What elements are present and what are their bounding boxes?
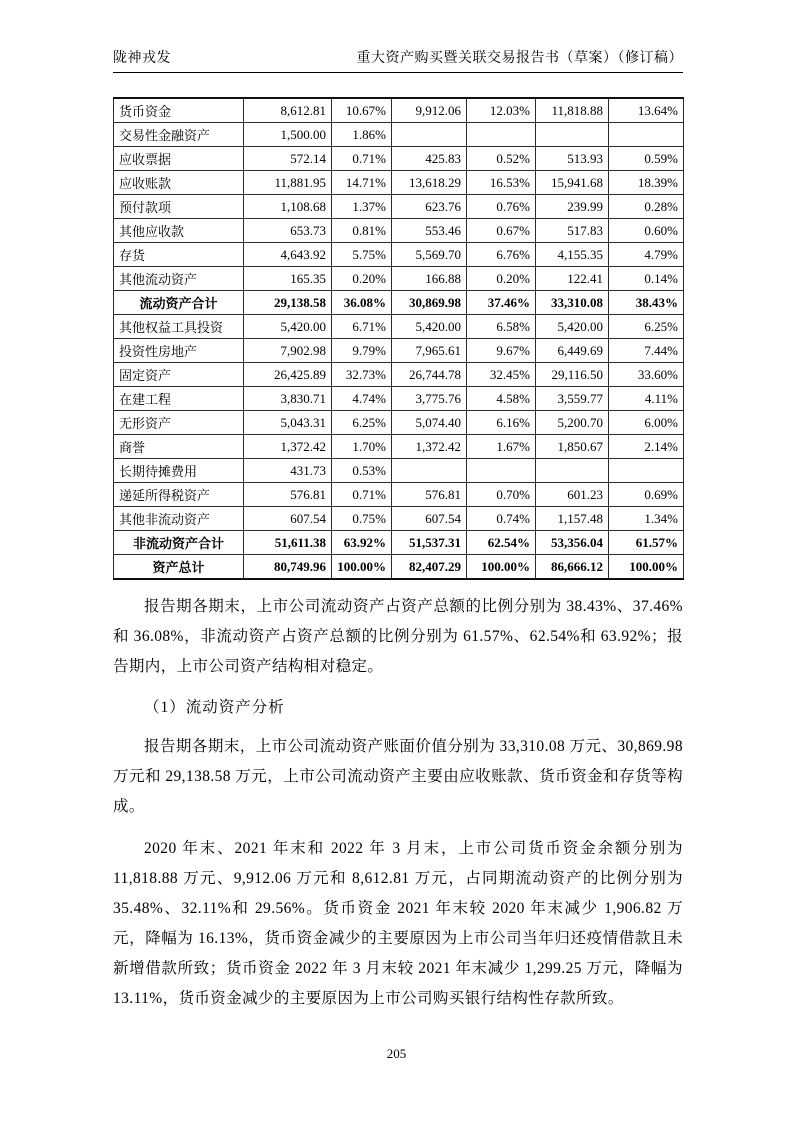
row-value: 0.14% — [609, 267, 684, 291]
paragraph-monetary-funds: 2020 年末、2021 年末和 2022 年 3 月末，上市公司货币资金余额分别为 11,818.88 万元、9,912.06 万元和 8,612.81 万元，占同期流动资产的比例分别为 35.48%、32.11%和 29.56%。货币资金 2021 年末较 2020 年末减少 1,906.82 万元，降幅为 16.13%，货币资金减少的主要原因为上市公司当年归还疫情借款且未新增借款所致；货币资金 2022 年 3 月末较 2021 年末减少 1,299.25 万元，降幅为 13.11%，货币资金减少的主要原因为上市公司购买银行结构性存款所致。 — [113, 840, 683, 1007]
row-label: 应收账款 — [114, 171, 244, 195]
row-value: 601.23 — [536, 483, 609, 507]
row-value: 13,618.29 — [392, 171, 467, 195]
row-value: 29,138.58 — [244, 291, 332, 315]
row-value: 0.28% — [609, 195, 684, 219]
row-value: 32.45% — [467, 363, 536, 387]
row-value: 30,869.98 — [392, 291, 467, 315]
row-value: 32.73% — [332, 363, 392, 387]
row-value: 122.41 — [536, 267, 609, 291]
row-value: 0.74% — [467, 507, 536, 531]
row-value: 0.71% — [332, 147, 392, 171]
row-value: 2.14% — [609, 435, 684, 459]
table-row — [114, 339, 684, 363]
row-value: 9.67% — [467, 339, 536, 363]
table-row — [114, 315, 684, 339]
row-value: 5,420.00 — [536, 315, 609, 339]
row-value: 4,643.92 — [244, 243, 332, 267]
row-value: 29,116.50 — [536, 363, 609, 387]
row-value: 86,666.12 — [536, 555, 609, 580]
table-row — [114, 459, 684, 483]
table-row — [114, 171, 684, 195]
row-value: 6.00% — [609, 411, 684, 435]
row-value: 0.76% — [467, 195, 536, 219]
row-value: 0.67% — [467, 219, 536, 243]
row-value: 623.76 — [392, 195, 467, 219]
row-value: 26,744.78 — [392, 363, 467, 387]
table-row — [114, 98, 684, 123]
table-row — [114, 123, 684, 147]
row-value — [467, 123, 536, 147]
row-value: 38.43% — [609, 291, 684, 315]
row-value: 51,537.31 — [392, 531, 467, 555]
row-value: 4.11% — [609, 387, 684, 411]
row-label: 非流动资产合计 — [114, 531, 244, 555]
row-value: 37.46% — [467, 291, 536, 315]
row-value: 4.74% — [332, 387, 392, 411]
table-row — [114, 531, 684, 555]
row-label: 流动资产合计 — [114, 291, 244, 315]
row-value: 4,155.35 — [536, 243, 609, 267]
row-label: 交易性金融资产 — [114, 123, 244, 147]
row-value: 15,941.68 — [536, 171, 609, 195]
row-value: 6.76% — [467, 243, 536, 267]
row-value: 11,881.95 — [244, 171, 332, 195]
row-value: 62.54% — [467, 531, 536, 555]
row-value: 0.71% — [332, 483, 392, 507]
row-value: 517.83 — [536, 219, 609, 243]
row-label: 应收票据 — [114, 147, 244, 171]
paragraph-current-assets: 报告期各期末，上市公司流动资产账面价值分别为 33,310.08 万元、30,869.98 万元和 29,138.58 万元，上市公司流动资产主要由应收账款、货币资金和存货等构成。 — [113, 738, 683, 815]
table-row — [114, 507, 684, 531]
row-value: 166.88 — [392, 267, 467, 291]
table-row — [114, 243, 684, 267]
row-value: 653.73 — [244, 219, 332, 243]
row-value: 1.70% — [332, 435, 392, 459]
row-value: 6.58% — [467, 315, 536, 339]
row-value: 0.52% — [467, 147, 536, 171]
table-row — [114, 363, 684, 387]
row-value: 1,108.68 — [244, 195, 332, 219]
row-value: 5,569.70 — [392, 243, 467, 267]
table-row — [114, 267, 684, 291]
row-value: 5,043.31 — [244, 411, 332, 435]
row-value: 0.60% — [609, 219, 684, 243]
table-row — [114, 387, 684, 411]
row-value: 0.70% — [467, 483, 536, 507]
row-value — [536, 459, 609, 483]
row-value: 607.54 — [392, 507, 467, 531]
header-right-title: 重大资产购买暨关联交易报告书（草案）（修订稿） — [356, 51, 683, 66]
row-value: 5,200.70 — [536, 411, 609, 435]
row-value — [467, 459, 536, 483]
header-left-title: 陇神戎发 — [113, 51, 171, 66]
row-label: 无形资产 — [114, 411, 244, 435]
page-number: 205 — [386, 1046, 407, 1061]
row-value: 5.75% — [332, 243, 392, 267]
row-value: 0.81% — [332, 219, 392, 243]
row-value: 425.83 — [392, 147, 467, 171]
row-value: 8,612.81 — [244, 98, 332, 123]
row-value: 0.20% — [332, 267, 392, 291]
row-value: 5,420.00 — [392, 315, 467, 339]
row-value — [609, 459, 684, 483]
table-row — [114, 147, 684, 171]
row-value: 100.00% — [332, 555, 392, 580]
row-value: 33,310.08 — [536, 291, 609, 315]
row-value: 9,912.06 — [392, 98, 467, 123]
row-value: 26,425.89 — [244, 363, 332, 387]
row-value: 6.25% — [332, 411, 392, 435]
row-label: 预付款项 — [114, 195, 244, 219]
row-value: 0.75% — [332, 507, 392, 531]
row-value: 513.93 — [536, 147, 609, 171]
row-value: 1.86% — [332, 123, 392, 147]
paragraph-asset-structure: 报告期各期末，上市公司流动资产占资产总额的比例分别为 38.43%、37.46% 和 36.08%，非流动资产占资产总额的比例分别为 61.57%、62.54%和 63.92%；报告期内，上市公司资产结构相对稳定。 — [113, 598, 683, 675]
assets-structure-table — [113, 97, 684, 580]
row-value: 7,902.98 — [244, 339, 332, 363]
row-value: 14.71% — [332, 171, 392, 195]
row-value: 1,850.67 — [536, 435, 609, 459]
row-label: 其他权益工具投资 — [114, 315, 244, 339]
row-value: 6.16% — [467, 411, 536, 435]
table-row — [114, 411, 684, 435]
row-value: 10.67% — [332, 98, 392, 123]
row-value: 0.20% — [467, 267, 536, 291]
row-value — [392, 459, 467, 483]
row-value: 80,749.96 — [244, 555, 332, 580]
row-value: 100.00% — [467, 555, 536, 580]
row-value — [392, 123, 467, 147]
row-value: 9.79% — [332, 339, 392, 363]
row-value: 0.69% — [609, 483, 684, 507]
row-label: 投资性房地产 — [114, 339, 244, 363]
row-label: 其他流动资产 — [114, 267, 244, 291]
row-value: 7,965.61 — [392, 339, 467, 363]
row-value: 3,830.71 — [244, 387, 332, 411]
row-label: 递延所得税资产 — [114, 483, 244, 507]
row-value — [609, 123, 684, 147]
row-value: 6,449.69 — [536, 339, 609, 363]
row-label: 存货 — [114, 243, 244, 267]
row-value: 3,775.76 — [392, 387, 467, 411]
row-value: 3,559.77 — [536, 387, 609, 411]
row-value: 239.99 — [536, 195, 609, 219]
row-label: 商誉 — [114, 435, 244, 459]
row-label: 在建工程 — [114, 387, 244, 411]
table-row — [114, 291, 684, 315]
row-value: 51,611.38 — [244, 531, 332, 555]
row-value: 1,500.00 — [244, 123, 332, 147]
row-value: 165.35 — [244, 267, 332, 291]
row-value: 82,407.29 — [392, 555, 467, 580]
row-value: 36.08% — [332, 291, 392, 315]
row-value: 1.34% — [609, 507, 684, 531]
row-value: 100.00% — [609, 555, 684, 580]
row-value: 5,074.40 — [392, 411, 467, 435]
document-header — [113, 47, 683, 73]
row-value: 576.81 — [392, 483, 467, 507]
row-value: 1,372.42 — [244, 435, 332, 459]
row-value: 4.79% — [609, 243, 684, 267]
row-label: 其他非流动资产 — [114, 507, 244, 531]
row-value: 0.59% — [609, 147, 684, 171]
row-value — [536, 123, 609, 147]
section-heading-current-assets-analysis: （1）流动资产分析 — [144, 699, 285, 716]
row-value: 5,420.00 — [244, 315, 332, 339]
row-value: 553.46 — [392, 219, 467, 243]
row-value: 0.53% — [332, 459, 392, 483]
row-value: 1,157.48 — [536, 507, 609, 531]
row-value: 12.03% — [467, 98, 536, 123]
table-row — [114, 555, 684, 580]
row-value: 33.60% — [609, 363, 684, 387]
row-value: 63.92% — [332, 531, 392, 555]
row-label: 货币资金 — [114, 98, 244, 123]
row-value: 6.71% — [332, 315, 392, 339]
row-value: 7.44% — [609, 339, 684, 363]
row-value: 11,818.88 — [536, 98, 609, 123]
row-label: 其他应收款 — [114, 219, 244, 243]
row-value: 1.67% — [467, 435, 536, 459]
row-value: 576.81 — [244, 483, 332, 507]
row-value: 16.53% — [467, 171, 536, 195]
row-value: 6.25% — [609, 315, 684, 339]
table-row — [114, 219, 684, 243]
row-label: 资产总计 — [114, 555, 244, 580]
table-row — [114, 435, 684, 459]
row-value: 4.58% — [467, 387, 536, 411]
row-value: 607.54 — [244, 507, 332, 531]
row-label: 固定资产 — [114, 363, 244, 387]
row-value: 1,372.42 — [392, 435, 467, 459]
row-value: 572.14 — [244, 147, 332, 171]
table-row — [114, 195, 684, 219]
row-value: 1.37% — [332, 195, 392, 219]
row-label: 长期待摊费用 — [114, 459, 244, 483]
row-value: 53,356.04 — [536, 531, 609, 555]
row-value: 61.57% — [609, 531, 684, 555]
row-value: 18.39% — [609, 171, 684, 195]
row-value: 431.73 — [244, 459, 332, 483]
table-row — [114, 483, 684, 507]
row-value: 13.64% — [609, 98, 684, 123]
